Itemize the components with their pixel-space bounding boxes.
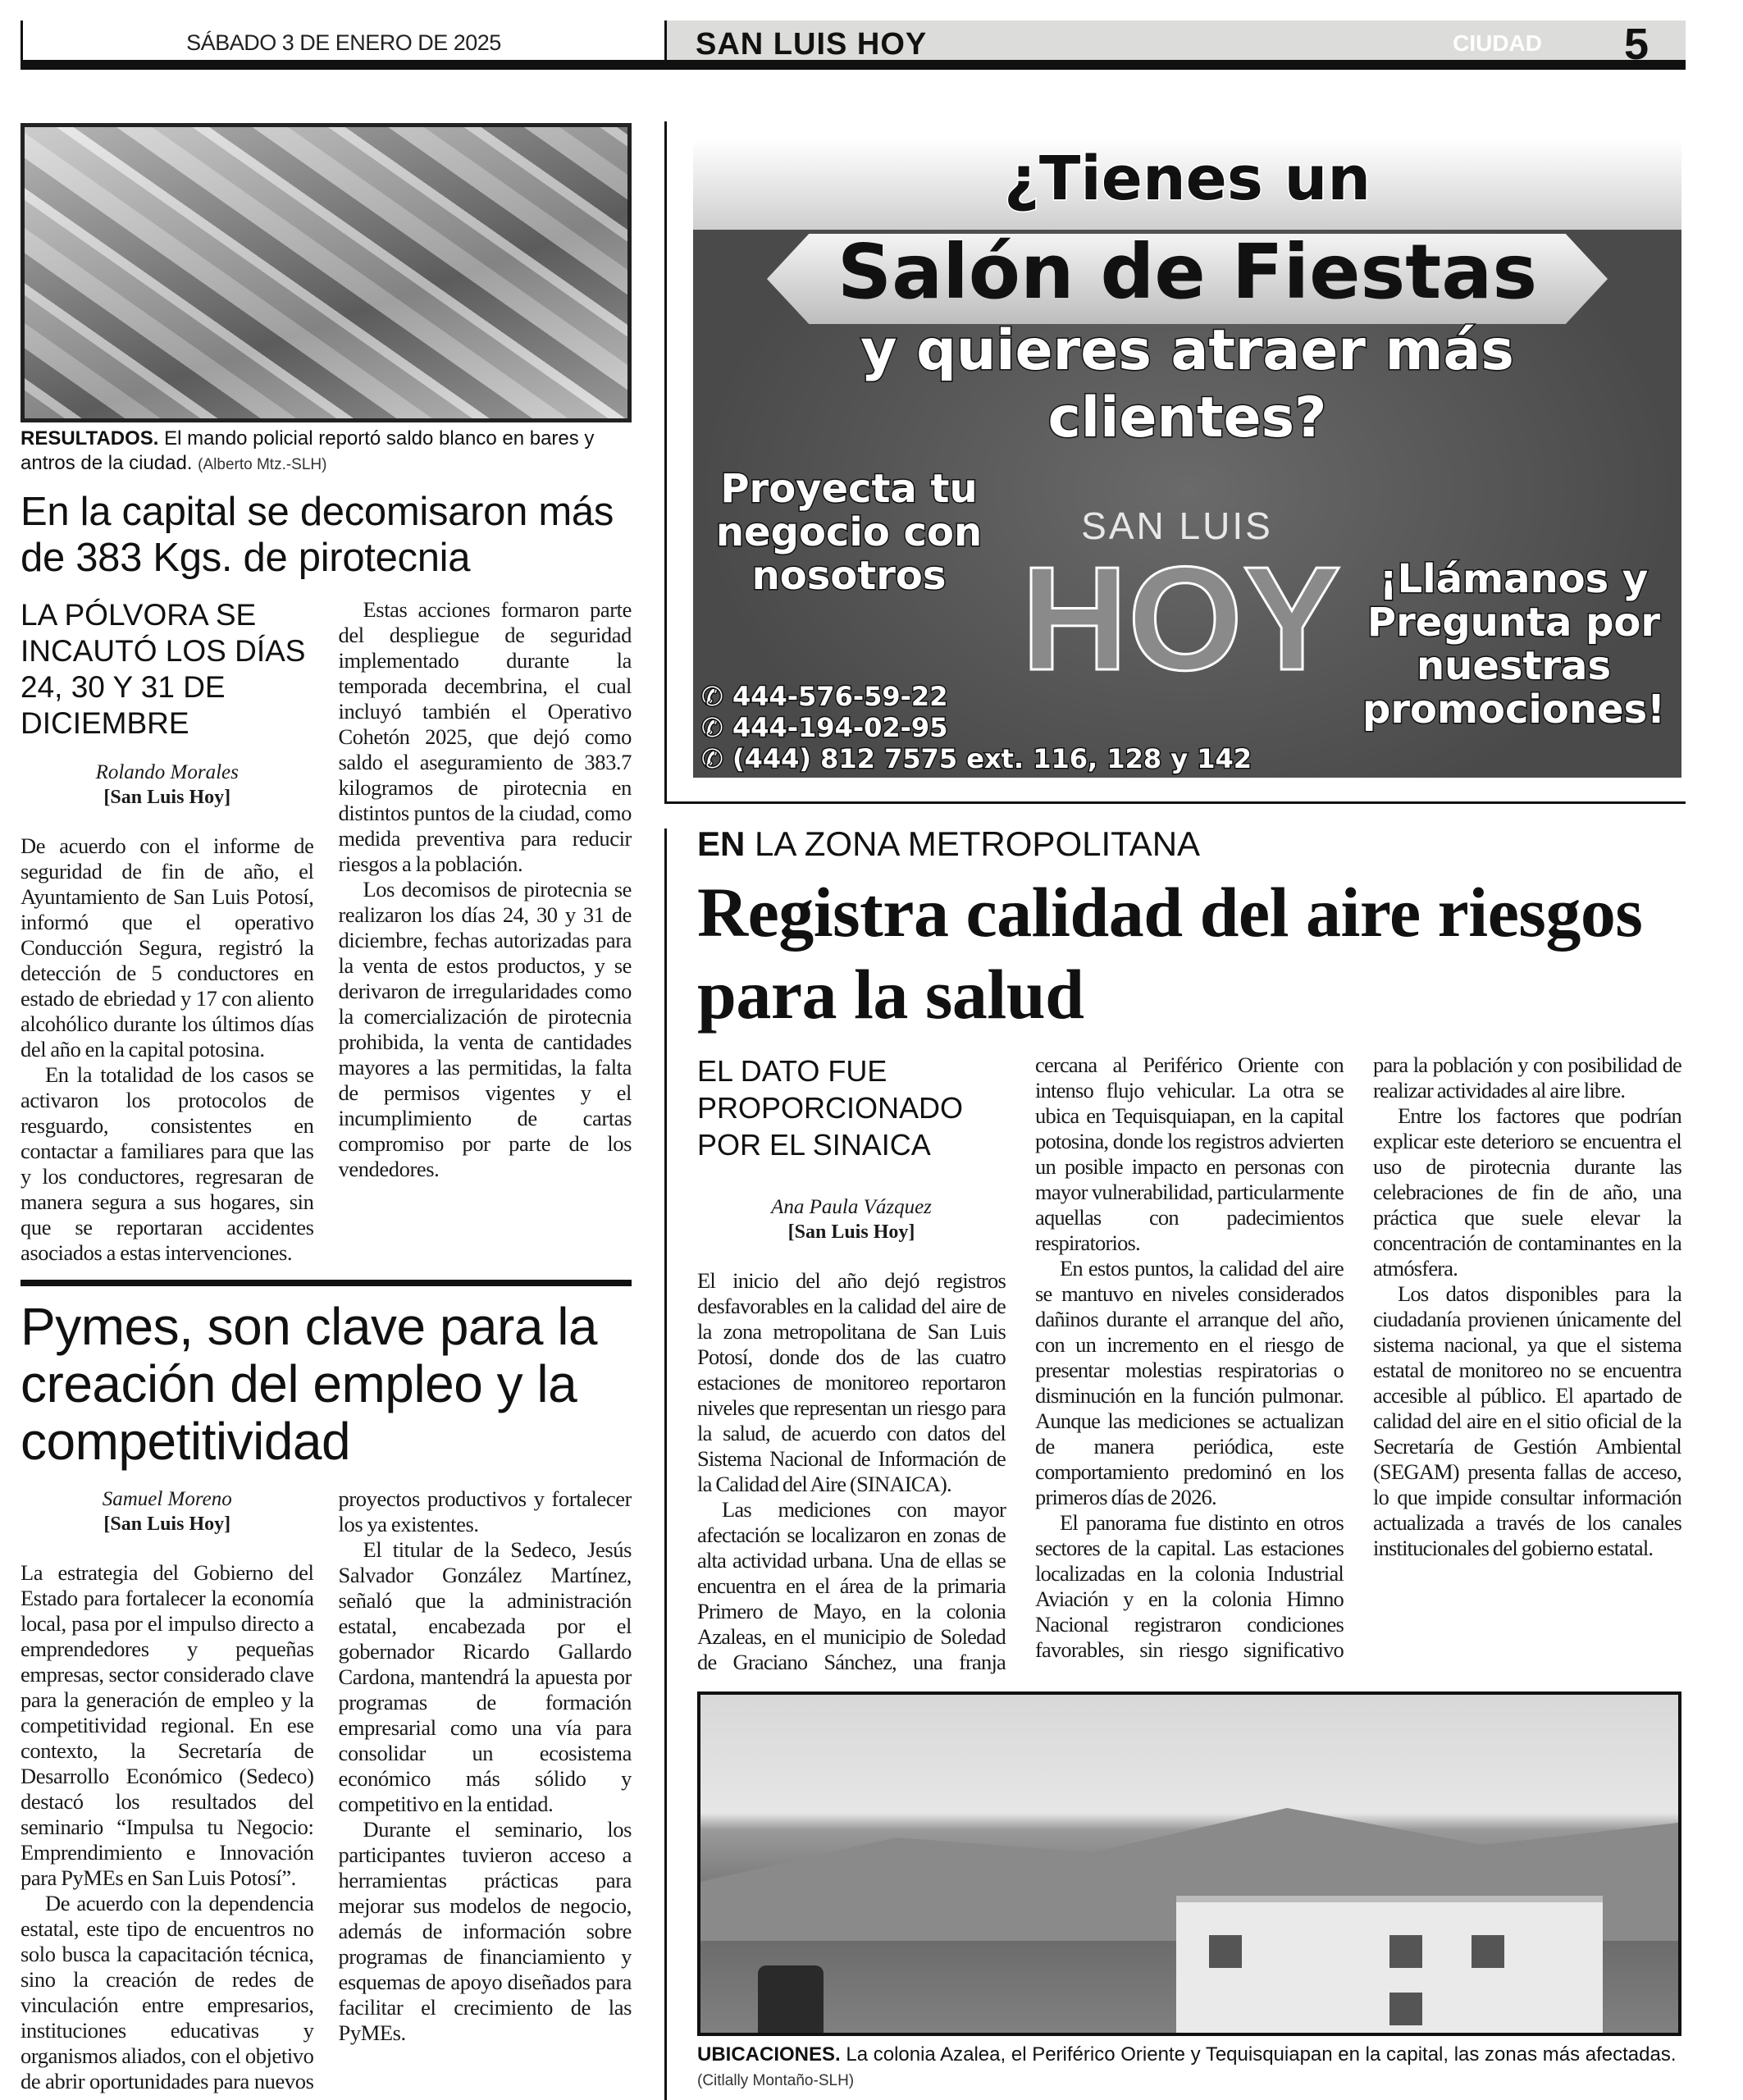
article-paragraph: Los datos disponibles para la ciudadanía provienen únicamente del sistema nacional, ya que el sistema estatal de monitoreo no se encuentra accesible al público. El apartado de calidad del aire en el sitio oficial de la Secretaría de Gestión Ambiental (SEGAM) presenta fallas de acceso, lo que impide consultar información actualizada a través de los canales institucionales del gobierno estatal. [1373, 1281, 1681, 1560]
header-date-area [21, 21, 664, 70]
article-paragraph: Los decomisos de pirotecnia se realizaron los días 24, 30 y 31 de diciembre, fechas autorizadas para la venta de estos productos, y se derivaron de irregularidades como la comercialización de pirotecnia prohibida, la venta de cantidades mayores a las permitidas, la falta de permisos vigentes y el incumplimiento de cartas compromiso por parte de los vendedores. [338, 877, 632, 1181]
divider [664, 801, 1686, 804]
author-name: Ana Paula Vázquez [771, 1196, 932, 1218]
ad-logo: HOY [1021, 536, 1342, 701]
photo-credit: (Citlally Montaño-SLH) [697, 2072, 855, 2089]
article-body [21, 597, 632, 1273]
article-paragraph: El panorama fue distinto en otros sectores de la capital. Las estaciones localizadas en la colonia Industrial Aviación y en la colonia Himno Nacional registraron condiciones favorables, sin riesgo significativo para la población y con posibilidad de realizar actividades al aire libre. [1035, 1052, 1681, 1662]
article-subhead: EL DATO FUE PROPORCIONADO POR EL SINAICA [697, 1054, 964, 1162]
ad-phone [701, 681, 1325, 712]
page-number: 5 [1623, 20, 1649, 69]
phone-icon: ✆ [701, 681, 732, 712]
article-headline: Pymes, son clave para la creación del empleo y la competitividad [21, 1297, 597, 1471]
ad-line: clientes? [1047, 386, 1327, 450]
author-outlet: [San Luis Hoy] [103, 787, 231, 808]
article-paragraph: Durante el seminario, los participantes tuvieron acceso a herramientas prácticas para mejorar sus modelos de negocio, además de información sobre programas de financiamiento y esquemas de apoyo diseñados para facilitar el crecimiento de las PyMEs. [338, 1817, 632, 2045]
phone-icon: ✆ [701, 743, 732, 774]
kicker-text: LA ZONA METROPOLITANA [755, 824, 1201, 863]
phone-icon: ✆ [701, 712, 732, 743]
author-outlet: [San Luis Hoy] [103, 1513, 231, 1535]
photo-caption [697, 2043, 1686, 2093]
ad-phone [701, 712, 1325, 743]
author-name: Rolando Morales [95, 761, 239, 783]
caption-text: La colonia Azalea, el Periférico Oriente y Tequisquiapan en la capital, las zonas más afectadas. [846, 2043, 1677, 2066]
section-name: CIUDAD [1453, 30, 1542, 56]
byline [21, 760, 314, 810]
article-body [697, 1052, 1681, 1686]
phone-number: (444) 812 7575 ext. 116, 128 y 142 [732, 743, 1252, 774]
ad-line: y quieres atraer más [860, 318, 1514, 383]
byline [697, 1194, 1006, 1245]
ad-phone-list [701, 681, 1325, 774]
article-paragraph: Entre los factores que podrían explicar este deterioro se encuentra el uso de pirotecnia durante las celebraciones de fin de año, una práctica que suele elevar la concentración de contaminantes en la atmósfera. [1373, 1103, 1681, 1281]
article-paragraph: Las mediciones con mayor afectación se localizaron en zonas de alta actividad urbana. Una de ellas se encuentra en el área de la primaria Primero de Mayo, en la colonia Azaleas, en el municipio de Soledad de Graciano Sánchez, una franja cercana al Periférico Oriente con intenso flujo vehicular. La otra se ubica en Tequisquiapan, en la capital potosina, donde los registros advierten un posible impacto en personas con mayor vulnerabilidad, particularmente aquellas con padecimientos respiratorios. [697, 1052, 1344, 1674]
article-body [21, 1486, 632, 2100]
article-paragraph: Estas acciones formaron parte del despliegue de seguridad implementado durante la temporada decembrina, el cual incluyó también el Operativo Cohetón 2025, que dejó como saldo el aseguramiento de 383.7 kilogramos de pirotecnia en distintos puntos de la ciudad, como medida preventiva para reducir riesgos a la población. [338, 597, 632, 876]
photo-credit: (Alberto Mtz.-SLH) [198, 456, 327, 473]
article-headline: Registra calidad del aire riesgos para la salud [697, 873, 1643, 1034]
article-subhead: LA PÓLVORA SE INCAUTÓ LOS DÍAS 24, 30 Y 31 DE DICIEMBRE [21, 598, 306, 740]
article-paragraph: De acuerdo con la dependencia estatal, este tipo de encuentros no solo busca la capacitación técnica, sino la creación de redes de vinculación entre empresarios, instituciones educativas y organismos aliados, con el objetivo de abrir oportunidades para nuevos proyectos productivos y fortalecer los ya existentes. [21, 1486, 632, 2093]
city-hills-photo [697, 1691, 1681, 2036]
caption-label: UBICACIONES. [697, 2043, 841, 2066]
ad-promo-left: Proyecta tu negocio con nosotros [715, 466, 983, 599]
advertisement [693, 139, 1681, 778]
article-paragraph: De acuerdo con el informe de seguridad de fin de año, el Ayuntamiento de San Luis Potosí, informó que el operativo Conducción Segura, registró la detección de 5 conductores en estado de ebriedad y 17 con aliento alcohólico durante los últimos días del año en la capital potosina. [21, 833, 314, 1061]
fireworks-photo [21, 123, 632, 422]
ad-phone [701, 743, 1325, 774]
ad-logo-top: SAN LUIS [1081, 504, 1273, 547]
edition-date: SÁBADO 3 DE ENERO DE 2025 [186, 30, 501, 55]
phone-number: 444-194-02-95 [732, 712, 948, 743]
header-bar [664, 21, 1686, 70]
caption-text: El mando policial reportó saldo blanco en bares y antros de la ciudad. [21, 427, 595, 474]
author-outlet: [San Luis Hoy] [787, 1221, 915, 1243]
divider [664, 829, 667, 2100]
ad-line: ¿Tienes un [1004, 144, 1371, 214]
caption-label: RESULTADOS. [21, 427, 159, 450]
phone-number: 444-576-59-22 [732, 681, 948, 712]
divider [664, 121, 667, 804]
article-kicker [697, 824, 1200, 864]
article-paragraph: En la totalidad de los casos se activaron los protocolos de resguardo, consistentes en contactar a familiares para que las y los conductores, regresaran de manera segura a sus hogares, sin que se reportaran accidentes asociados a estas intervenciones. [21, 1062, 314, 1265]
article-paragraph: En estos puntos, la calidad del aire se mantuvo en niveles considerados dañinos durante el arranque del año, con un incremento en el riesgo de presentar molestias respiratorias o disminución en la función pulmonar. Aunque las mediciones se actualizan de manera periódica, este comportamiento predominó en los primeros días de 2026. [1035, 1256, 1344, 1509]
article-paragraph: El titular de la Sedeco, Jesús Salvador González Martínez, señaló que la administración estatal, encabezada por el gobernador Ricardo Gallardo Cardona, mantendrá la apuesta por programas de formación empresarial como una vía para consolidar un ecosistema económico más sólido y competitivo en la entidad. [338, 1537, 632, 1816]
divider [21, 1280, 632, 1286]
photo-caption [21, 427, 636, 477]
article-paragraph: El inicio del año dejó registros desfavorables en la calidad del aire de la zona metropolitana de San Luis Potosí, donde dos de las cuatro estaciones de monitoreo reportaron niveles que representan un riesgo para la salud, de acuerdo con datos del Sistema Nacional de Información de la Calidad del Aire (SINAICA). [697, 1268, 1006, 1496]
newspaper-name: SAN LUIS HOY [696, 27, 928, 62]
ad-title: Salón de Fiestas [837, 228, 1538, 316]
ad-promo-right: ¡Llámanos y Pregunta por nuestras promociones! [1362, 556, 1666, 733]
article-headline: En la capital se decomisaron más de 383 Kgs. de pirotecnia [21, 490, 614, 580]
author-name: Samuel Moreno [102, 1488, 232, 1510]
article-paragraph: La estrategia del Gobierno del Estado para fortalecer la economía local, pasa por el impulso directo a emprendedores y pequeñas empresas, sector considerado clave para la generación de empleo y la competitividad regional. En ese contexto, la Secretaría de Desarrollo Económico (Sedeco) destacó los resultados del seminario “Impulsa tu Negocio: Emprendimiento e Innovación para PyMEs en San Luis Potosí”. [21, 1560, 314, 1890]
kicker-bold: EN [697, 824, 746, 863]
byline [21, 1486, 314, 1537]
